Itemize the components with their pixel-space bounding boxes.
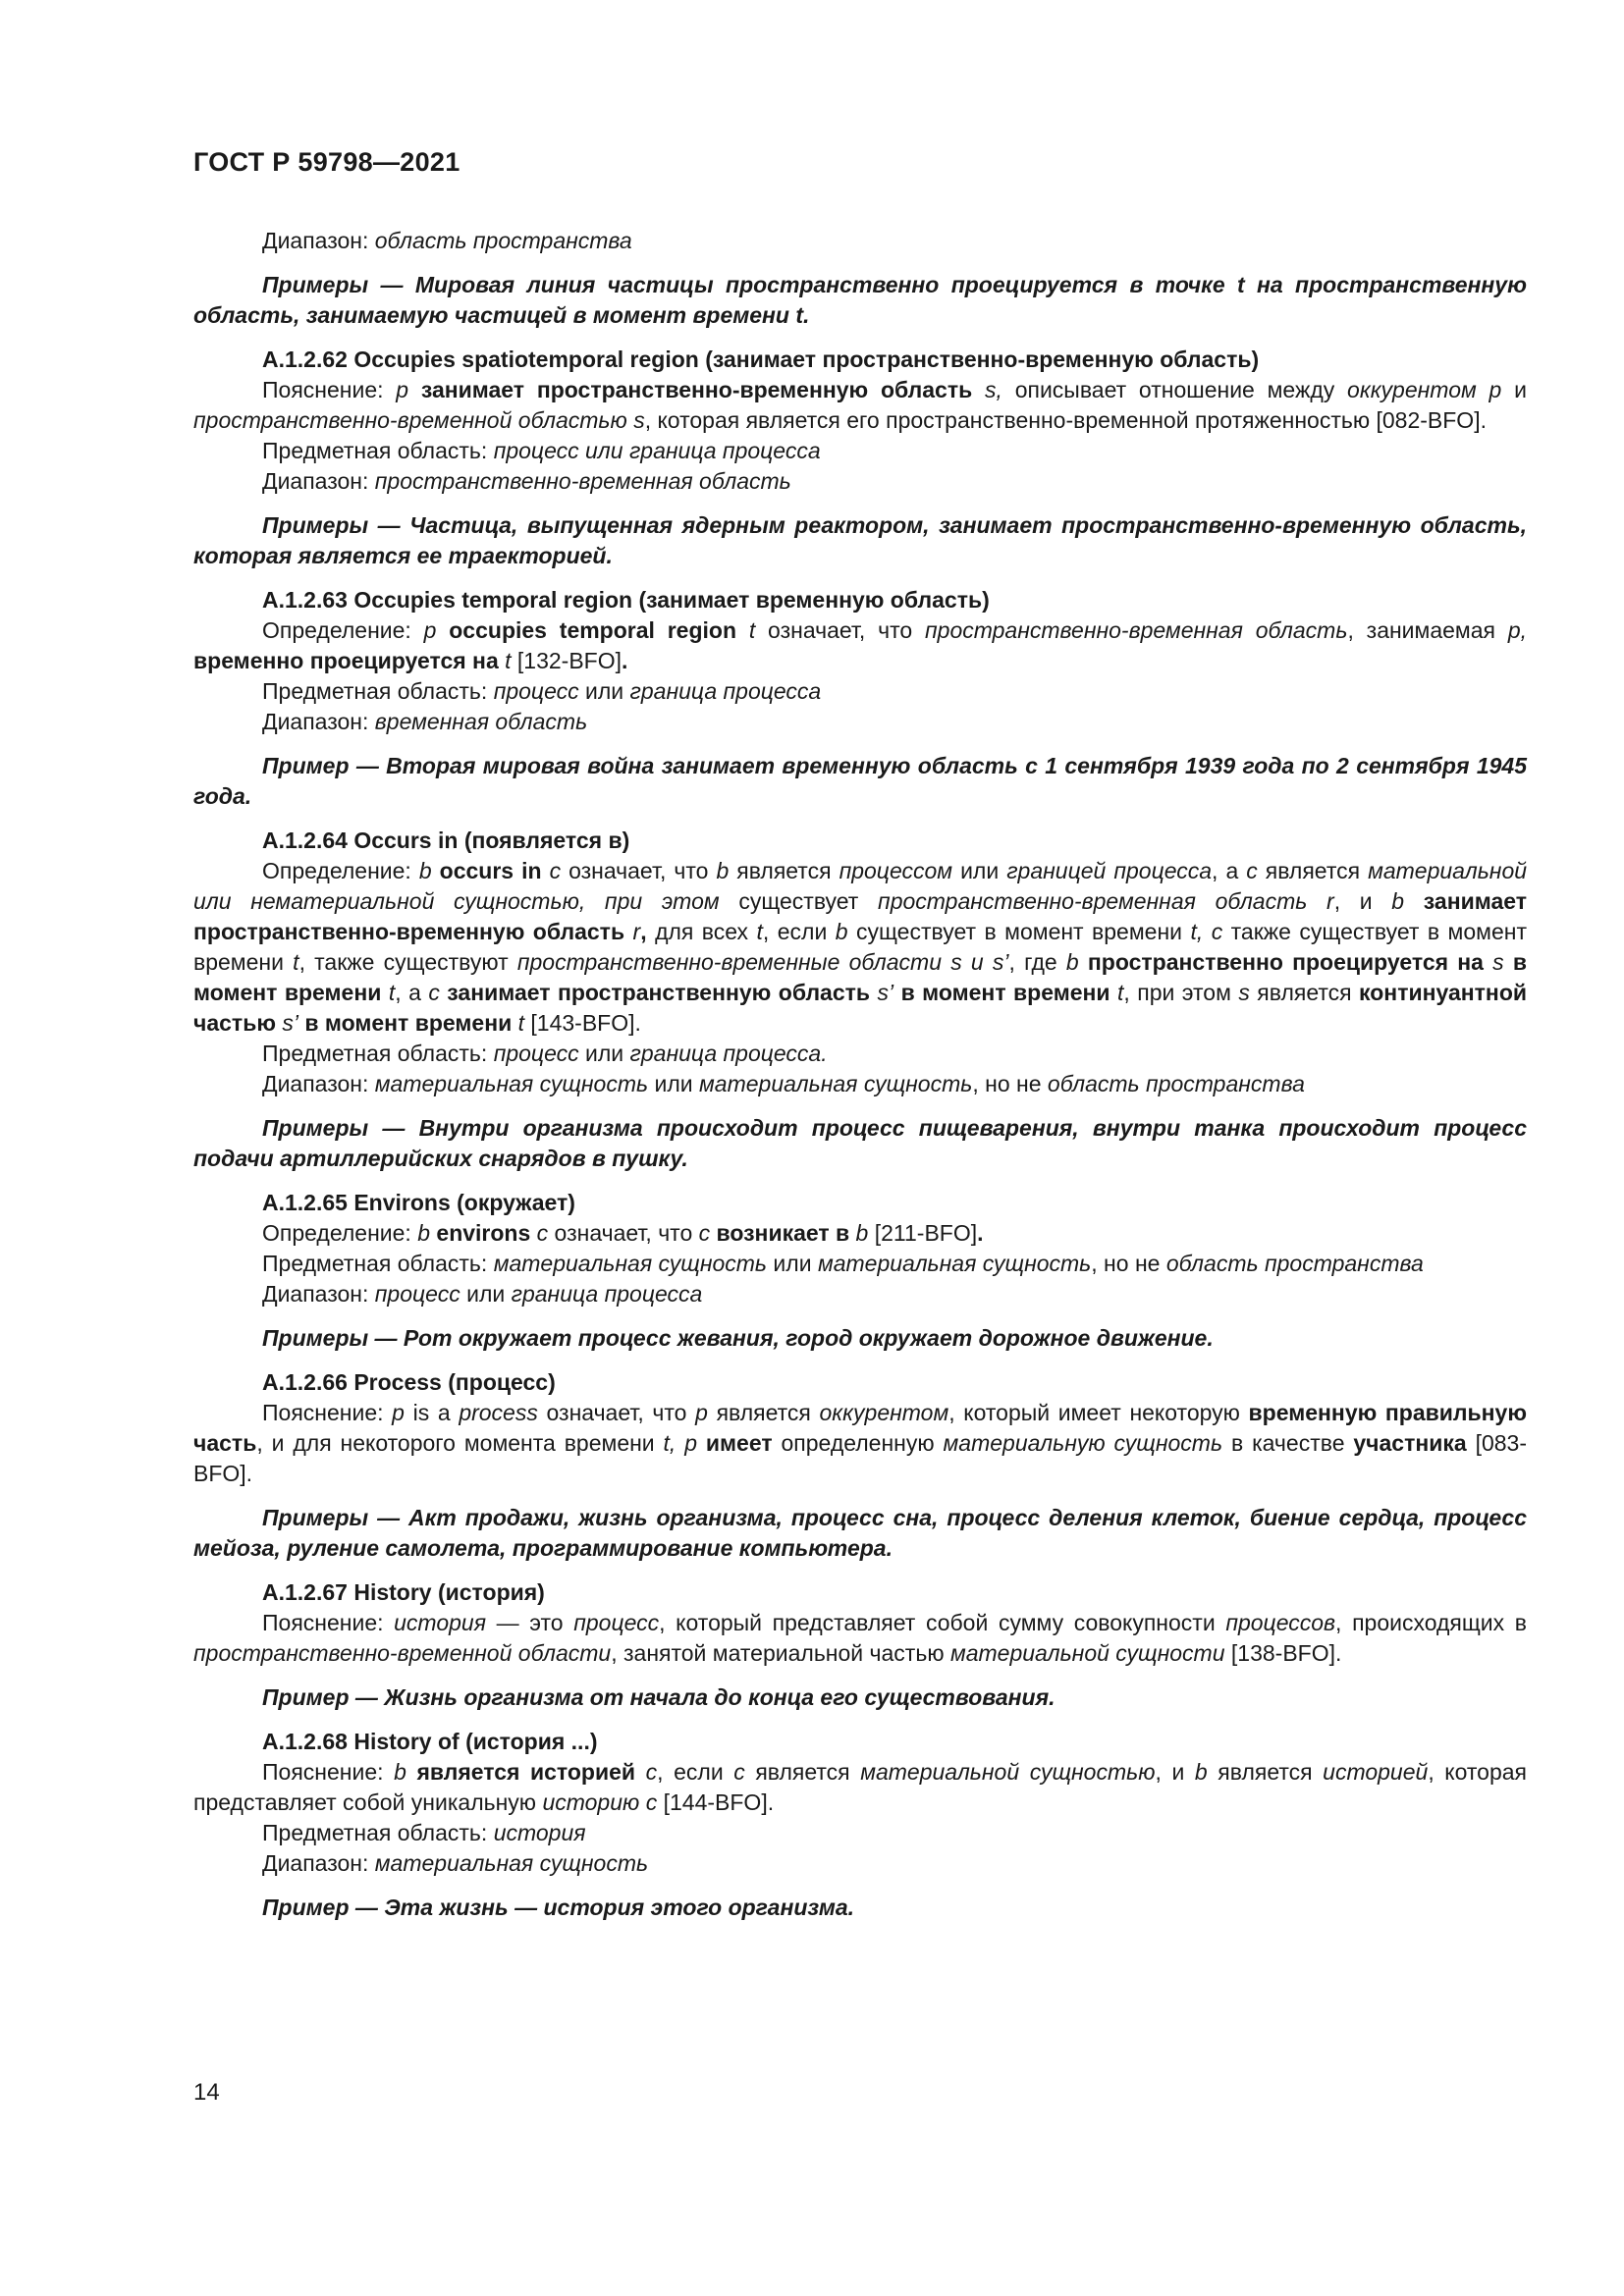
text-run: [143-BFO].: [524, 1010, 641, 1036]
document-header: ГОСТ Р 59798—2021: [193, 147, 460, 177]
text-run: описывает отношение между: [1001, 377, 1348, 402]
text-run: c: [635, 1759, 658, 1785]
definition-paragraph: [193, 615, 1527, 676]
text-run: c: [428, 980, 440, 1005]
text-run: c: [1246, 858, 1258, 883]
text-run: или: [578, 1041, 630, 1066]
text-run: материальной или нематериальной сущностью, при этом: [193, 858, 1528, 914]
text-run: историей: [1323, 1759, 1429, 1785]
text-run: .: [977, 1220, 984, 1246]
text-run: [138-BFO].: [1224, 1640, 1342, 1666]
text-run: , и для некоторого момента времени: [256, 1430, 664, 1456]
text-run: пространственно-временная область: [374, 468, 791, 494]
range-line: [193, 707, 1527, 737]
explanation-paragraph: [193, 1608, 1527, 1669]
range-line: [193, 466, 1527, 497]
text-run: пространственно-временные области s и s’: [516, 949, 1009, 975]
text-run: Определение:: [262, 858, 419, 883]
text-run: означает, что: [755, 617, 925, 643]
text-run: occurs in: [431, 858, 542, 883]
domain-line: [193, 676, 1527, 707]
text-run: [144-BFO].: [657, 1789, 775, 1815]
text-run: означает, что: [561, 858, 717, 883]
text-run: Определение:: [262, 1220, 418, 1246]
text-run: Предметная область:: [262, 438, 494, 463]
text-run: b: [1391, 888, 1405, 914]
text-run: b: [716, 858, 730, 883]
text-run: пространственно-временная область: [925, 617, 1348, 643]
text-run: is a: [404, 1400, 460, 1425]
text-run: s: [1483, 949, 1504, 975]
text-run: s: [1238, 980, 1250, 1005]
text-run: является: [1257, 858, 1369, 883]
section-heading-a1262: А.1.2.62 Occupies spatiotemporal region (занимает пространственно-временную область): [262, 347, 1260, 372]
text-run: является: [729, 858, 839, 883]
example-paragraph: Примеры — Мировая линия частицы пространственно проецируется в точке t на пространственную область, занимаемую частицей в момент времени t.: [193, 272, 1527, 328]
text-run: материальной сущностью: [860, 1759, 1156, 1785]
text-run: пространственно проецируется на: [1078, 949, 1484, 975]
text-run: является: [744, 1759, 861, 1785]
text-run: , и: [1333, 888, 1392, 914]
range-line: [193, 1069, 1527, 1099]
text-run: область пространства: [1047, 1071, 1305, 1096]
text-run: ,: [640, 919, 647, 944]
text-run: существует в момент времени: [847, 919, 1191, 944]
text-run: , которая является его пространственно-временной протяженностью [082-BFO].: [644, 407, 1487, 433]
text-run: оккурентом: [819, 1400, 949, 1425]
text-run: материальную сущность: [943, 1430, 1223, 1456]
text-run: Пояснение:: [262, 377, 397, 402]
text-run: Пояснение:: [262, 1400, 393, 1425]
example-paragraph: Пример — Жизнь организма от начала до конца его существования.: [262, 1684, 1056, 1710]
example-paragraph: Примеры — Частица, выпущенная ядерным реактором, занимает пространственно-временную область, которая является ее траекторией.: [193, 512, 1527, 568]
text-run: [697, 1430, 706, 1456]
text-run: занимает пространственно-временную область: [193, 888, 1527, 944]
definition-paragraph: [193, 1218, 1527, 1249]
text-run: p,: [1507, 617, 1527, 643]
text-run: , также существуют: [298, 949, 517, 975]
text-run: , которая представляет собой уникальную: [193, 1759, 1527, 1815]
text-run: процесс: [374, 1281, 460, 1307]
text-run: Предметная область:: [262, 678, 494, 704]
text-run: environs: [430, 1220, 531, 1246]
text-run: t, p: [663, 1430, 698, 1456]
text-run: , где: [1008, 949, 1066, 975]
text-run: процессов: [1225, 1610, 1336, 1635]
range-line: [193, 1848, 1527, 1879]
text-run: материальная сущность: [374, 1071, 649, 1096]
text-run: , и: [1155, 1759, 1195, 1785]
text-run: также существует в момент времени: [193, 919, 1527, 975]
text-run: материальная сущность: [374, 1850, 649, 1876]
text-run: b: [1065, 949, 1079, 975]
page-number: 14: [193, 2079, 220, 2106]
text-run: p: [695, 1400, 708, 1425]
text-run: занимает пространственную область: [439, 980, 871, 1005]
text-run: возникает в: [710, 1220, 850, 1246]
text-run: или: [648, 1071, 700, 1096]
text-run: t: [512, 1010, 525, 1036]
range-line: [193, 226, 1527, 256]
text-run: процесс: [493, 678, 579, 704]
text-run: [972, 377, 985, 402]
text-run: процессом: [839, 858, 953, 883]
text-run: Определение:: [262, 617, 424, 643]
text-run: историю c: [542, 1789, 658, 1815]
text-run: , происходящих в: [1335, 1610, 1527, 1635]
text-run: пространственно-временной области: [193, 1640, 612, 1666]
text-run: c: [733, 1759, 745, 1785]
example-paragraph: Примеры — Внутри организма происходит процесс пищеварения, внутри танка происходит процесс подачи артиллерийских снарядов в пушку.: [193, 1115, 1527, 1171]
section-heading-a1263: А.1.2.63 Occupies temporal region (занимает временную область): [262, 587, 990, 613]
text-run: история: [394, 1610, 486, 1635]
text-run: t: [756, 919, 763, 944]
text-run: [083-BFO].: [193, 1430, 1528, 1486]
text-run: область пространства: [1165, 1251, 1424, 1276]
section-heading-a1265: А.1.2.65 Environs (окружает): [262, 1190, 575, 1215]
text-run: материальной сущности: [949, 1640, 1225, 1666]
text-run: процесс: [493, 1041, 579, 1066]
text-run: b: [418, 858, 432, 883]
text-run: является историей: [406, 1759, 636, 1785]
section-heading-a1268: А.1.2.68 History of (история ...): [262, 1729, 598, 1754]
text-run: континуантной частью: [193, 980, 1528, 1036]
text-run: материальная сущность: [817, 1251, 1092, 1276]
text-run: или: [952, 858, 1007, 883]
text-run: или: [767, 1251, 818, 1276]
text-run: временно проецируется на: [193, 648, 499, 673]
text-run: t, c: [1190, 919, 1223, 944]
text-run: определенную: [772, 1430, 944, 1456]
text-run: , который имеет некоторую: [948, 1400, 1249, 1425]
text-run: материальная сущность: [493, 1251, 768, 1276]
text-run: процесс или граница процесса: [493, 438, 821, 463]
domain-line: [193, 1818, 1527, 1848]
definition-paragraph: [193, 856, 1527, 1039]
text-run: означает, что: [537, 1400, 696, 1425]
text-run: для всех: [646, 919, 757, 944]
text-run: s,: [985, 377, 1002, 402]
text-run: , занятой материальной частью: [611, 1640, 950, 1666]
text-run: Диапазон:: [262, 1071, 375, 1096]
text-run: существует: [719, 888, 879, 914]
text-run: s’: [275, 1010, 298, 1036]
text-run: и: [1501, 377, 1527, 402]
text-run: временная область: [374, 709, 588, 734]
text-run: история: [493, 1820, 586, 1845]
text-run: участника: [1353, 1430, 1467, 1456]
text-run: или: [460, 1281, 512, 1307]
text-run: b: [1194, 1759, 1208, 1785]
text-run: Диапазон:: [262, 709, 375, 734]
text-run: в момент времени: [893, 980, 1110, 1005]
text-run: пространственно-временная область r: [878, 888, 1334, 914]
text-run: [132-BFO]: [511, 648, 623, 673]
text-run: Предметная область:: [262, 1251, 494, 1276]
text-run: , но не: [972, 1071, 1048, 1096]
text-run: t: [381, 980, 396, 1005]
text-run: является: [707, 1400, 820, 1425]
text-run: c: [541, 858, 562, 883]
text-run: r: [624, 919, 641, 944]
text-run: b: [835, 919, 848, 944]
text-run: является: [1249, 980, 1360, 1005]
text-run: или: [578, 678, 630, 704]
text-run: t: [293, 949, 299, 975]
text-run: — это: [486, 1610, 574, 1635]
text-run: p: [396, 377, 409, 402]
domain-line: [193, 1249, 1527, 1279]
text-run: , но не: [1091, 1251, 1166, 1276]
text-run: Диапазон:: [262, 468, 375, 494]
example-paragraph: Примеры — Рот окружает процесс жевания, город окружает дорожное движение.: [262, 1325, 1214, 1351]
text-run: .: [622, 648, 628, 673]
section-heading-a1267: А.1.2.67 History (история): [262, 1579, 545, 1605]
text-run: материальная сущность: [699, 1071, 973, 1096]
text-run: является: [1207, 1759, 1324, 1785]
text-run: t: [736, 617, 756, 643]
text-run: , если: [762, 919, 836, 944]
text-run: имеет: [705, 1430, 773, 1456]
text-run: [211-BFO]: [868, 1220, 978, 1246]
text-run: , если: [657, 1759, 734, 1785]
text-run: граница процесса: [511, 1281, 703, 1307]
domain-line: [193, 436, 1527, 466]
text-run: Пояснение:: [262, 1759, 395, 1785]
text-run: b: [417, 1220, 431, 1246]
text-run: , который представляет собой сумму совокупности: [659, 1610, 1226, 1635]
text-run: граница процесса: [629, 678, 822, 704]
text-run: s’: [870, 980, 894, 1005]
text-run: Диапазон:: [262, 1281, 375, 1307]
text-run: b: [849, 1220, 869, 1246]
text-run: , а: [1212, 858, 1247, 883]
text-run: c: [530, 1220, 549, 1246]
explanation-paragraph: [193, 1398, 1527, 1489]
range-value: область пространства: [374, 228, 632, 253]
text-run: process: [459, 1400, 538, 1425]
text-run: , при этом: [1123, 980, 1239, 1005]
example-paragraph: Пример — Вторая мировая война занимает временную область с 1 сентября 1939 года по 2 сентября 1945 года.: [193, 753, 1527, 809]
explanation-paragraph: [193, 375, 1527, 436]
explanation-paragraph: [193, 1757, 1527, 1818]
domain-line: [193, 1039, 1527, 1069]
text-run: , а: [395, 980, 429, 1005]
text-run: b: [394, 1759, 406, 1785]
section-heading-a1264: А.1.2.64 Occurs in (появляется в): [262, 828, 630, 853]
text-run: Предметная область:: [262, 1041, 494, 1066]
text-run: t: [498, 648, 512, 673]
range-label: Диапазон:: [262, 228, 375, 253]
text-run: Диапазон:: [262, 1850, 375, 1876]
text-run: t: [1110, 980, 1124, 1005]
text-run: c: [698, 1220, 711, 1246]
text-run: пространственно-временной областью s: [193, 407, 645, 433]
range-line: [193, 1279, 1527, 1309]
text-run: occupies temporal region: [436, 617, 737, 643]
example-paragraph: Пример — Эта жизнь — история этого организма.: [262, 1895, 855, 1920]
text-run: в качестве: [1222, 1430, 1354, 1456]
text-run: p: [423, 617, 437, 643]
text-run: , занимаемая: [1347, 617, 1508, 643]
text-run: p: [392, 1400, 405, 1425]
text-run: границей процесса: [1006, 858, 1213, 883]
section-heading-a1266: А.1.2.66 Process (процесс): [262, 1369, 556, 1395]
text-run: граница процесса.: [629, 1041, 828, 1066]
text-run: означает, что: [548, 1220, 699, 1246]
text-run: процесс: [573, 1610, 660, 1635]
example-paragraph: Примеры — Акт продажи, жизнь организма, процесс сна, процесс деления клеток, биение сердца, процесс мейоза, руление самолета, программирование компьютера.: [193, 1505, 1527, 1561]
text-run: Предметная область:: [262, 1820, 494, 1845]
text-run: занимает пространственно-временную область: [408, 377, 973, 402]
text-run: в момент времени: [193, 949, 1527, 1005]
text-run: временную правильную часть: [193, 1400, 1527, 1456]
text-run: оккурентом p: [1347, 377, 1502, 402]
text-run: в момент времени: [298, 1010, 513, 1036]
document-body: [193, 226, 1527, 1923]
text-run: Пояснение:: [262, 1610, 395, 1635]
